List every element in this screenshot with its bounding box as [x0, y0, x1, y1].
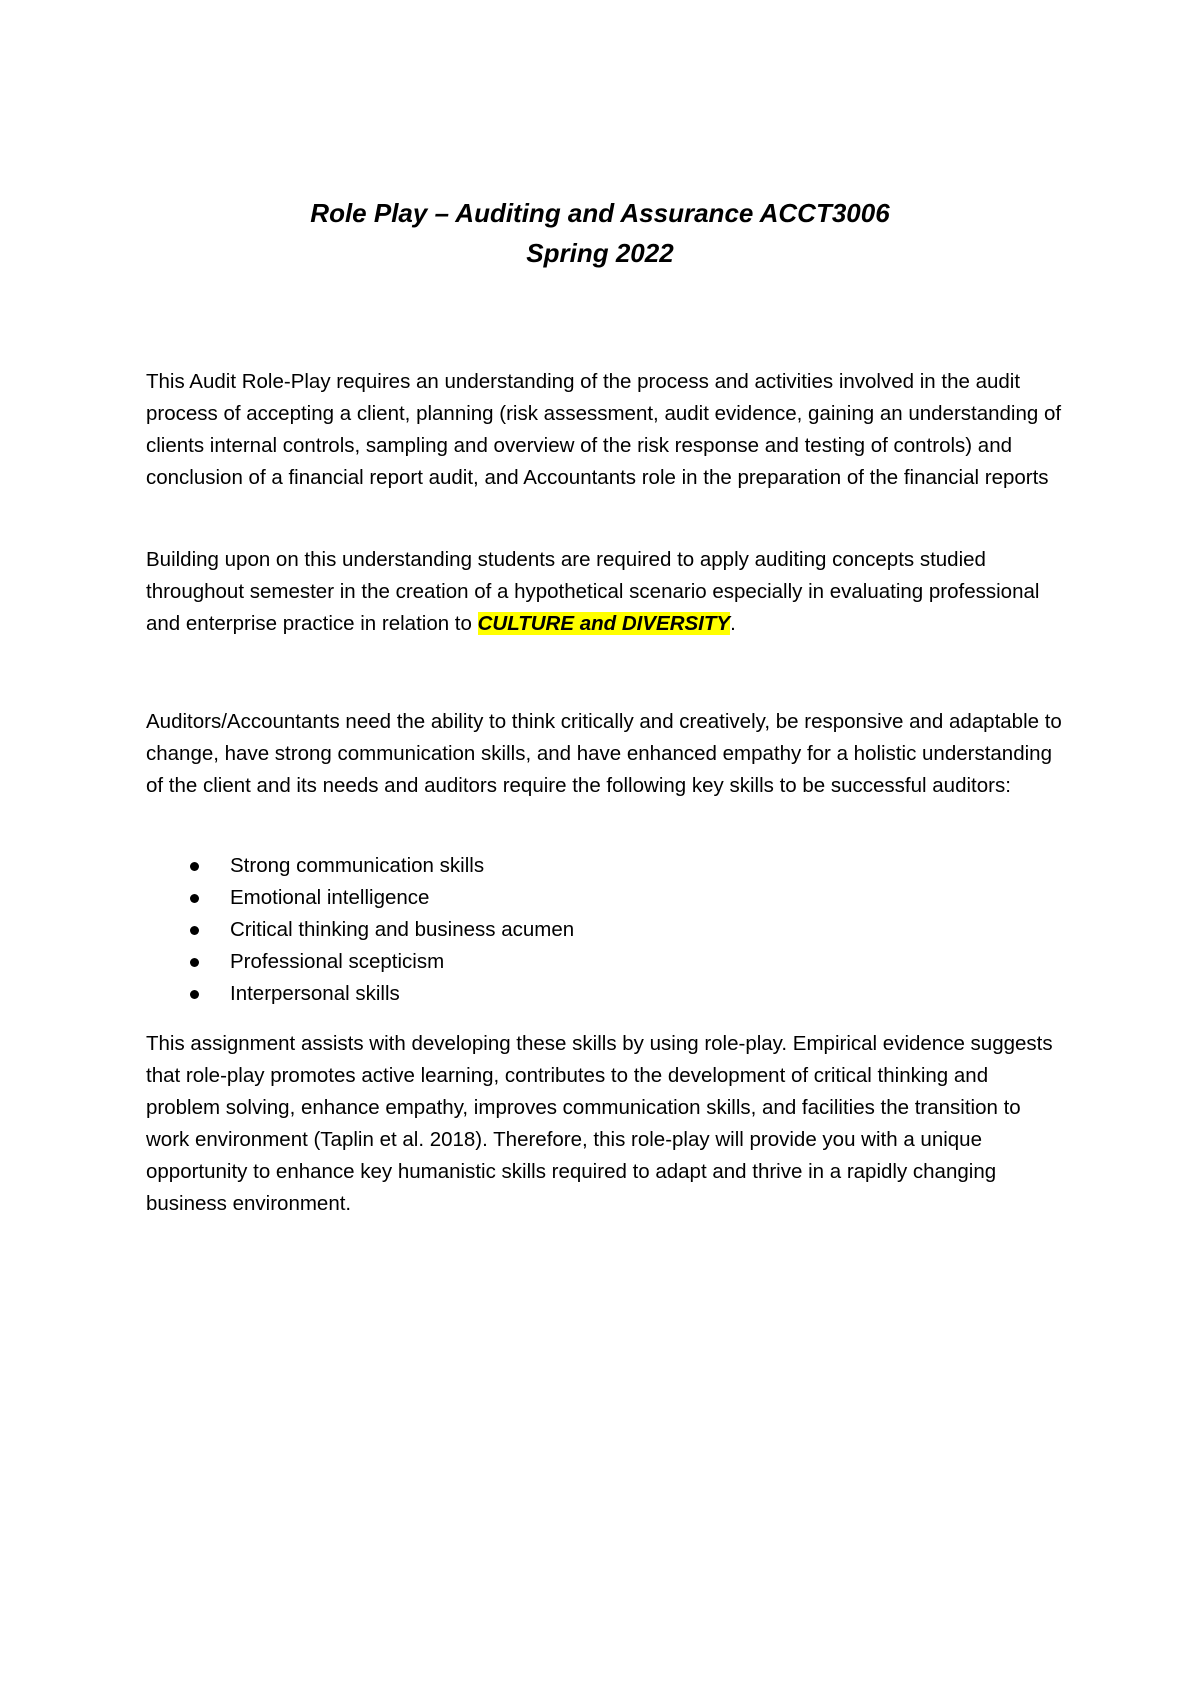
skill-label: Critical thinking and business acumen [230, 918, 575, 941]
skill-label: Emotional intelligence [230, 886, 430, 909]
list-item [146, 882, 1046, 914]
bullet-icon [190, 958, 199, 967]
role-play-rationale-paragraph: This assignment assists with developing these skills by using role-play. Empirical evidence suggests that role-play promotes active learning, contributes to the development of critical thinking and problem solving, enhance empathy, improves communication skills, and facilities the transition to work environment (Taplin et al. 2018). Therefore, this role-play will provide you with a unique opportunity to enhance key humanistic skills required to adapt and thrive in a rapidly changing business environment. [146, 1032, 1053, 1215]
document-title [0, 193, 1200, 273]
skills-list [146, 850, 1046, 1010]
bullet-icon [190, 926, 199, 935]
bullet-icon [190, 990, 199, 999]
skill-label: Professional scepticism [230, 950, 445, 973]
bullet-icon [190, 862, 199, 871]
title-line-term: Spring 2022 [526, 238, 674, 268]
skill-label: Interpersonal skills [230, 982, 400, 1005]
culture-diversity-highlight: CULTURE and DIVERSITY [477, 612, 731, 635]
skill-label: Strong communication skills [230, 854, 485, 877]
skills-intro-paragraph: Auditors/Accountants need the ability to think critically and creatively, be responsive and adaptable to change, have strong communication skills, and have enhanced empathy for a holistic understanding of the client and its needs and auditors require the following key skills to be successful auditors: [146, 710, 1062, 797]
bullet-icon [190, 894, 199, 903]
list-item [146, 946, 1046, 978]
intro-paragraph: This Audit Role-Play requires an understanding of the process and activities involved in the audit process of accepting a client, planning (risk assessment, audit evidence, gaining an understanding of clients internal controls, sampling and overview of the risk response and testing of controls) and conclusion of a financial report audit, and Accountants role in the preparation of the financial reports [146, 370, 1062, 489]
scenario-text: Building upon on this understanding students are required to apply auditing concepts studied throughout semester in the creation of a hypothetical scenario especially in evaluating professional and enterprise practice in relation to [146, 548, 1040, 635]
scenario-period: . [730, 612, 736, 635]
list-item [146, 978, 1046, 1010]
list-item [146, 914, 1046, 946]
scenario-paragraph [146, 544, 1066, 640]
title-line-course: Role Play – Auditing and Assurance ACCT3006 [310, 198, 890, 228]
list-item [146, 850, 1046, 882]
